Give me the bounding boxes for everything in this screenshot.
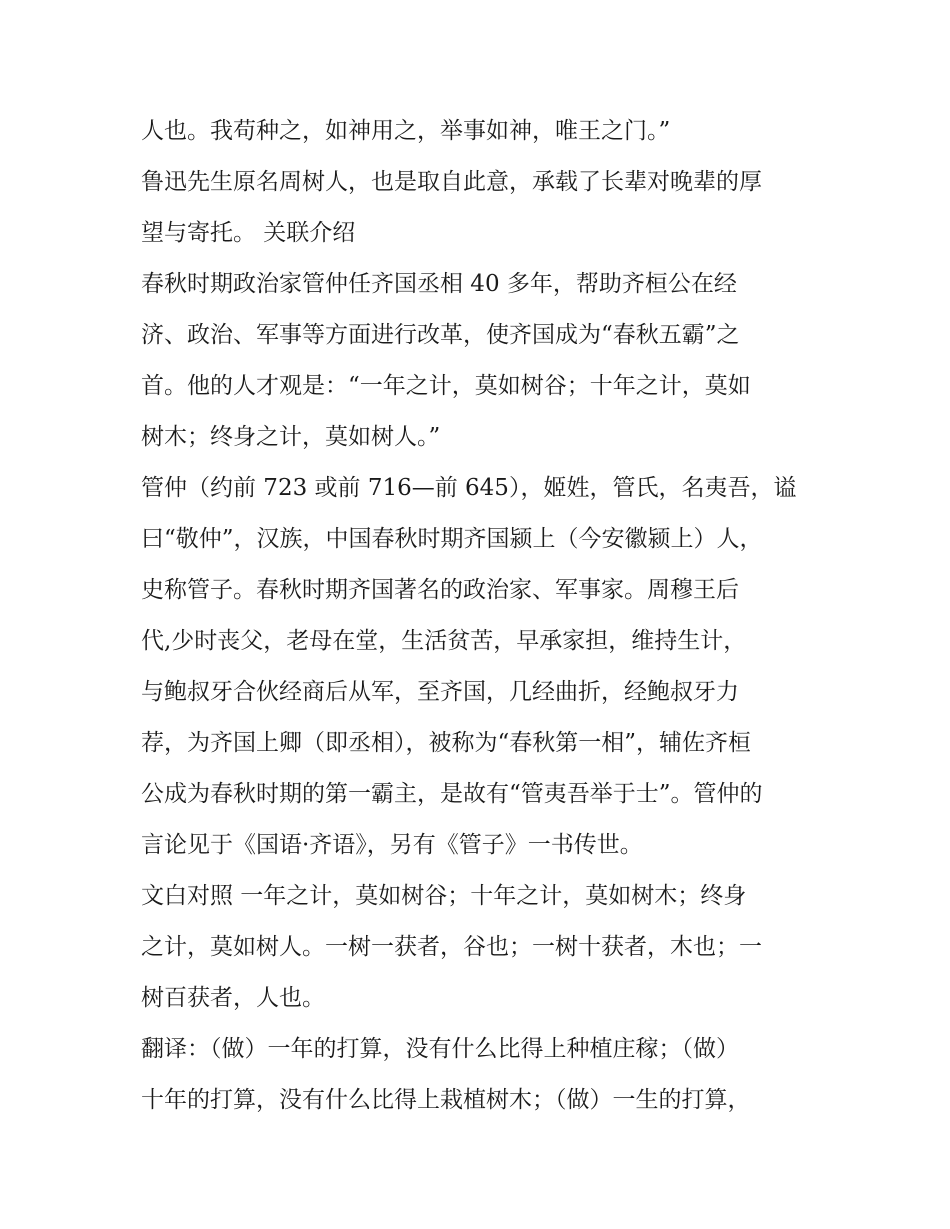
- text-line: 鲁迅先生原名周树人，也是取自此意，承载了长辈对晚辈的厚: [141, 169, 762, 195]
- text-line: 济、政治、军事等方面进行改革，使齐国成为“春秋五霸”之: [141, 322, 740, 348]
- body-text: [141, 106, 821, 1126]
- text-line: 望与寄托。 关联介绍: [141, 220, 356, 246]
- text-line: 代,少时丧父，老母在堂，生活贫苦，早承家担，维持生计，: [141, 628, 747, 654]
- text-line: 树百获者，人也。: [141, 985, 325, 1011]
- text-line: 十年的打算，没有什么比得上栽植树木；（做）一生的打算，: [141, 1087, 751, 1113]
- text-line: 言论见于《国语·齐语》，另有《管子》一书传世。: [141, 832, 643, 858]
- text-line: 公成为春秋时期的第一霸主，是故有“管夷吾举于士”。管仲的: [141, 781, 763, 807]
- text-line: 之计，莫如树人。一树一获者，谷也；一树十获者，木也；一: [141, 934, 762, 960]
- text-line: 春秋时期政治家管仲任齐国丞相 40 多年，帮助齐桓公在经: [141, 271, 737, 297]
- text-line: 管仲（约前 723 或前 716—前 645），姬姓，管氏，名夷吾，谥: [141, 475, 797, 501]
- text-line: 与鲍叔牙合伙经商后从军，至齐国，几经曲折，经鲍叔牙力: [141, 679, 739, 705]
- text-line: 荐，为齐国上卿（即丞相），被称为“春秋第一相”，辅佐齐桓: [141, 730, 752, 756]
- text-line: 史称管子。春秋时期齐国著名的政治家、军事家。周穆王后: [141, 577, 739, 603]
- text-line: 树木；终身之计，莫如树人。”: [141, 424, 441, 450]
- text-line: 文白对照 一年之计，莫如树谷；十年之计，莫如树木；终身: [141, 883, 747, 909]
- text-line: 首。他的人才观是：“一年之计，莫如树谷；十年之计，莫如: [141, 373, 751, 399]
- text-line: 人也。我苟种之，如神用之，举事如神，唯王之门。”: [141, 118, 671, 144]
- text-line: 曰“敬仲”，汉族，中国春秋时期齐国颍上（今安徽颍上）人，: [141, 526, 763, 552]
- text-line: 翻译：（做）一年的打算，没有什么比得上种植庄稼；（做）: [141, 1036, 739, 1062]
